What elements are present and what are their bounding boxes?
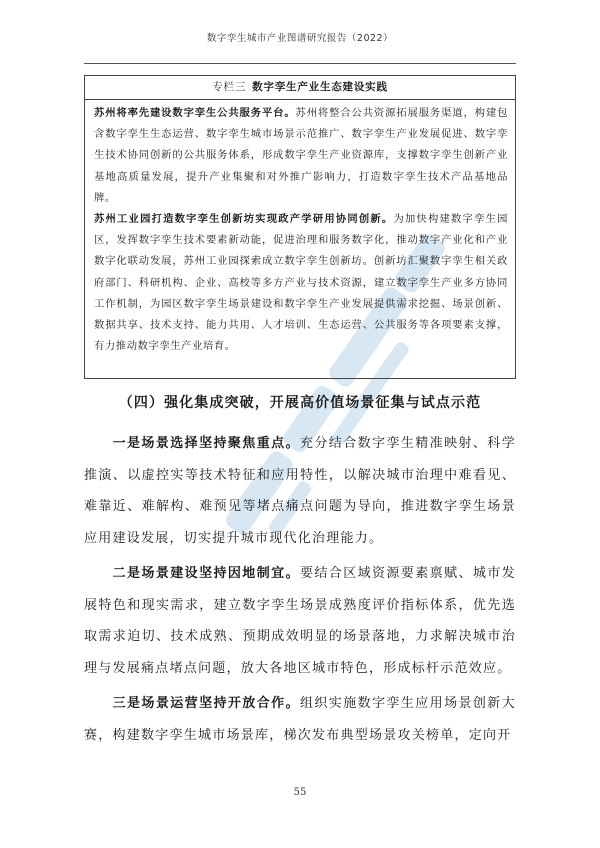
box-title xyxy=(85,76,515,100)
box-column-name: 数字孪生产业生态建设实践 xyxy=(252,81,388,93)
running-header: 数字孪生城市产业图谱研究报告（2022） xyxy=(206,33,394,44)
box-column-label: 专栏三 xyxy=(212,81,247,93)
body-paragraph xyxy=(84,558,516,684)
page-number: 55 xyxy=(293,787,307,798)
body-paragraph-lead: 二是场景建设坚持因地制宜。 xyxy=(112,566,300,581)
body-paragraph-text: 充分结合数字孪生精准映射、科学推演、以虚控实等技术特征和应用特性，以解决城市治理中难看见、难靠近、难解构、难预见等堵点痛点问题为导向，推进数字孪生场景应用建设发展，切实提升城市现代化治理能力。 xyxy=(84,436,516,546)
body-paragraph-lead: 一是场景选择坚持聚焦重点。 xyxy=(112,436,300,451)
section-heading: （四）强化集成突破，开展高价值场景征集与试点示范 xyxy=(118,395,482,411)
body-paragraph xyxy=(84,428,516,554)
body-text xyxy=(84,428,516,751)
box-paragraph xyxy=(94,209,508,357)
sidebar-box xyxy=(84,75,516,379)
box-paragraph-lead: 苏州工业园打造数字孪生创新坊实现政产学研用协同创新。 xyxy=(94,213,394,226)
body-paragraph-lead: 三是场景运营坚持开放合作。 xyxy=(112,696,300,711)
header-divider xyxy=(84,63,516,64)
body-paragraph-text: 要结合区域资源要素禀赋、城市发展特色和现实需求，建立数字孪生场景成熟度评价指标体系，优先选取需求迫切、技术成熟、预期成效明显的场景落地，力求解决城市治理与发展痛点堵点问题，放大各地区城市特色，形成标杆示范效应。 xyxy=(84,566,516,676)
box-paragraph-text: 为加快构建数字孪生园区，发挥数字孪生技术要素新动能，促进治理和服务数字化，推动数字产业化和产业数字化联动发展，苏州工业园探索成立数字孪生创新坊。创新坊汇聚数字孪生相关政府部门、科研机构、企业、高校等多方产业与技术资源，建立数字孪生产业多方协同工作机制，为园区数字孪生场景建设和数字孪生产业发展提供需求挖掘、场景创新、数据共享、技术支持、能力共用、人才培训、生态运营、公共服务等各项要素支撑，有力推动数字孪生产业培育。 xyxy=(94,213,509,353)
body-paragraph xyxy=(84,688,516,751)
body-paragraph-text: 组织实施数字孪生应用场景创新大赛，构建数字孪生城市场景库，梯次发布典型场景攻关榜单，定向开 xyxy=(84,696,516,743)
box-paragraph-text: 苏州将整合公共资源拓展服务渠道，构建包含数字孪生生态运营、数字孪生城市场景示范推广、数字孪生产业发展促进、数字孪生技术协同创新的公共服务体系，形成数字孪生产业资源库，支撑数字孪生创新产业基地高质量发展，提升产业集聚和对外推广影响力，打造数字孪生技术产品基地品牌。 xyxy=(94,107,508,204)
box-body xyxy=(94,103,508,357)
box-paragraph xyxy=(94,103,508,209)
box-paragraph-lead: 苏州将率先建设数字孪生公共服务平台。 xyxy=(94,107,296,119)
